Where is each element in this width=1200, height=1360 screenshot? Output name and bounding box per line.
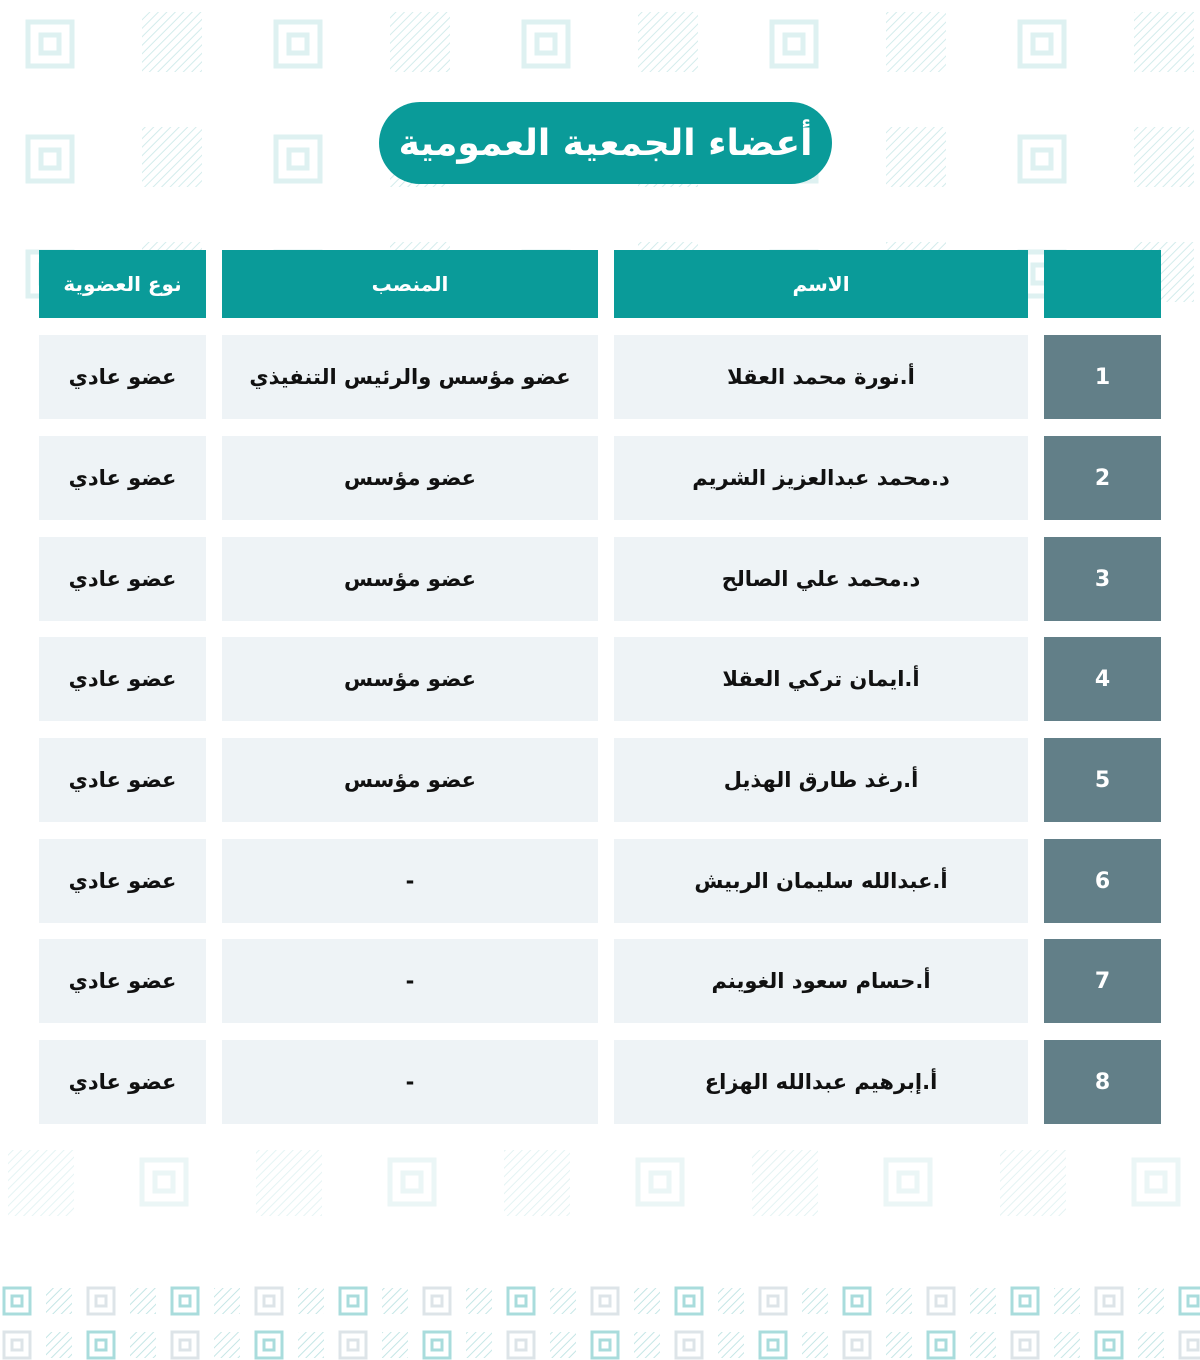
membership-type: عضو عادي [39, 1040, 206, 1124]
row-number: 8 [1044, 1040, 1161, 1124]
member-position: عضو مؤسس [222, 537, 598, 621]
row-number: 1 [1044, 335, 1161, 419]
member-name: د.محمد علي الصالح [614, 537, 1028, 621]
header-name: الاسم [614, 250, 1028, 318]
member-position: عضو مؤسس [222, 637, 598, 721]
member-position: عضو مؤسس [222, 738, 598, 822]
membership-type: عضو عادي [39, 436, 206, 520]
member-name: أ.نورة محمد العقلا [614, 335, 1028, 419]
member-name: أ.حسام سعود الغوينم [614, 939, 1028, 1023]
header-membership: نوع العضوية [39, 250, 206, 318]
row-number: 7 [1044, 939, 1161, 1023]
member-position: - [222, 939, 598, 1023]
member-name: أ.إبرهيم عبدالله الهزاع [614, 1040, 1028, 1124]
member-name: أ.رغد طارق الهذيل [614, 738, 1028, 822]
member-position: عضو مؤسس والرئيس التنفيذي [222, 335, 598, 419]
page-title: أعضاء الجمعية العمومية [379, 102, 832, 184]
member-name: أ.ايمان تركي العقلا [614, 637, 1028, 721]
membership-type: عضو عادي [39, 738, 206, 822]
row-number: 3 [1044, 537, 1161, 621]
member-position: - [222, 1040, 598, 1124]
row-number: 6 [1044, 839, 1161, 923]
header-position: المنصب [222, 250, 598, 318]
membership-type: عضو عادي [39, 637, 206, 721]
membership-type: عضو عادي [39, 839, 206, 923]
member-position: - [222, 839, 598, 923]
member-name: د.محمد عبدالعزيز الشريم [614, 436, 1028, 520]
membership-type: عضو عادي [39, 939, 206, 1023]
member-name: أ.عبدالله سليمان الربيش [614, 839, 1028, 923]
membership-type: عضو عادي [39, 335, 206, 419]
member-position: عضو مؤسس [222, 436, 598, 520]
row-number: 2 [1044, 436, 1161, 520]
row-number: 5 [1044, 738, 1161, 822]
header-number [1044, 250, 1161, 318]
membership-type: عضو عادي [39, 537, 206, 621]
row-number: 4 [1044, 637, 1161, 721]
